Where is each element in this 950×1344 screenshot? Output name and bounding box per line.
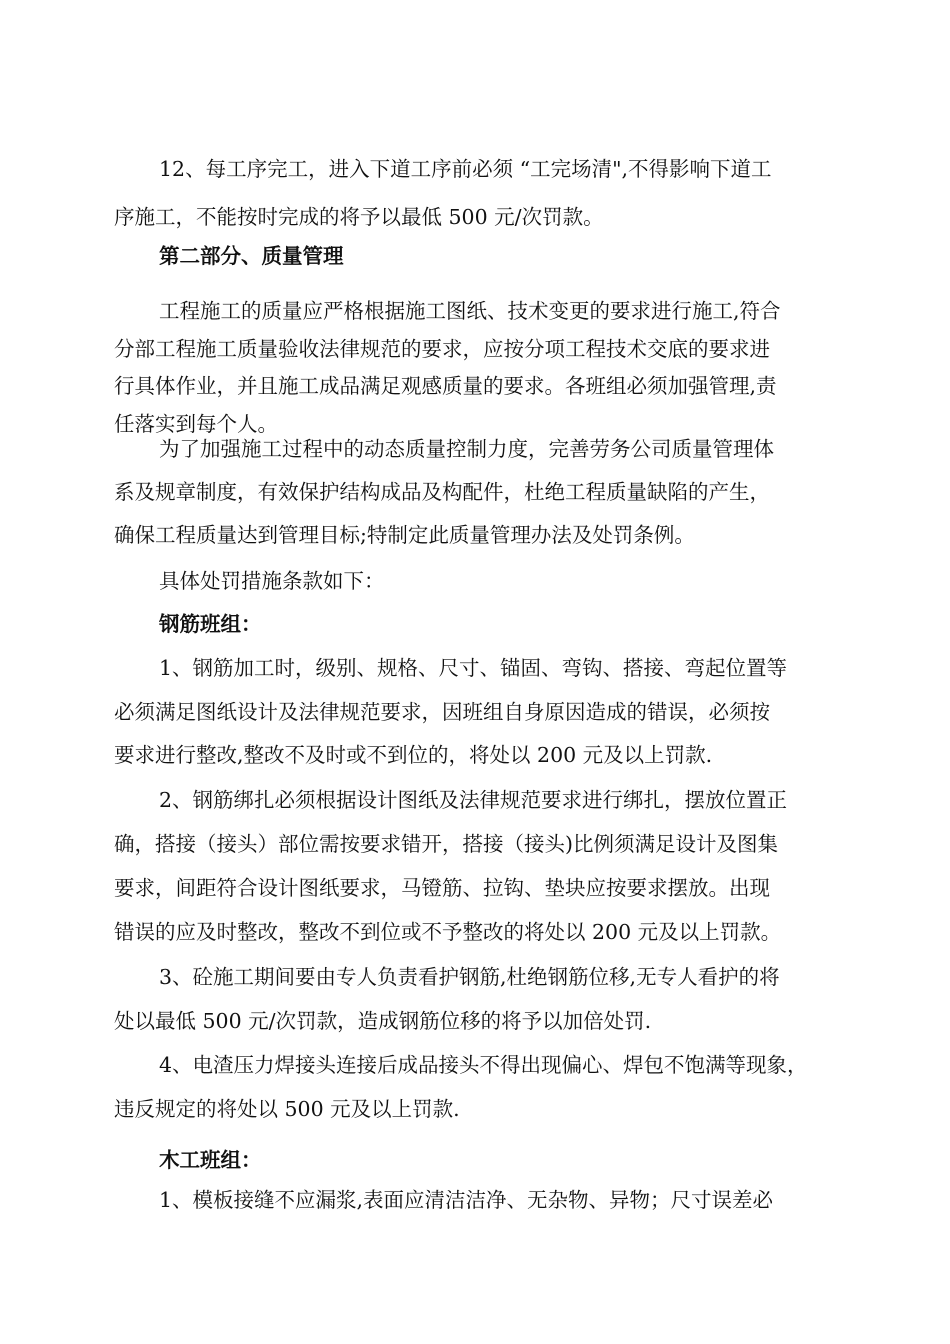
paragraph-line: 确，搭接（接头）部位需按要求错开，搭接（接头)比例须满足设计及图集 [114,832,778,856]
paragraph-line: 必须满足图纸设计及法律规范要求，因班组自身原因造成的错误，必须按 [114,700,770,724]
paragraph-line: 要求进行整改,整改不及时或不到位的，将处以 200 元及以上罚款. [114,743,713,767]
paragraph-line: 处以最低 500 元/次罚款，造成钢筋位移的将予以加倍处罚. [114,1009,652,1033]
paragraph-line: 为了加强施工过程中的动态质量控制力度，完善劳务公司质量管理体 [159,437,774,461]
paragraph-line: 具体处罚措施条款如下： [159,569,385,593]
paragraph-line: 确保工程质量达到管理目标;特制定此质量管理办法及处罚条例。 [114,523,695,547]
subsection-heading: 钢筋班组： [159,612,262,636]
paragraph-line: 工程施工的质量应严格根据施工图纸、技术变更的要求进行施工,符合 [159,299,781,323]
paragraph-line: 4、电渣压力焊接头连接后成品接头不得出现偏心、焊包不饱满等现象， [159,1053,808,1077]
section-heading: 第二部分、质量管理 [159,244,344,268]
paragraph-line: 违反规定的将处以 500 元及以上罚款. [114,1097,460,1121]
paragraph-line: 分部工程施工质量验收法律规范的要求，应按分项工程技术交底的要求进 [114,337,770,361]
paragraph-line: 序施工，不能按时完成的将予以最低 500 元/次罚款。 [114,205,604,229]
subsection-heading: 木工班组： [159,1148,262,1172]
paragraph-line: 系及规章制度，有效保护结构成品及构配件，杜绝工程质量缺陷的产生， [114,480,770,504]
paragraph-line: 1、模板接缝不应漏浆,表面应清洁洁净、无杂物、异物；尺寸误差必 [159,1188,774,1212]
paragraph-line: 错误的应及时整改，整改不到位或不予整改的将处以 200 元及以上罚款。 [114,920,782,944]
paragraph-line: 任落实到每个人。 [114,412,278,436]
paragraph-line: 12、每工序完工，进入下道工序前必须 “工完场清",不得影响下道工 [159,157,772,181]
paragraph-line: 行具体作业，并且施工成品满足观感质量的要求。各班组必须加强管理,责 [114,374,777,398]
paragraph-line: 1、钢筋加工时，级别、规格、尺寸、锚固、弯钩、搭接、弯起位置等 [159,656,788,680]
paragraph-line: 3、砼施工期间要由专人负责看护钢筋,杜绝钢筋位移,无专人看护的将 [159,965,780,989]
paragraph-line: 2、钢筋绑扎必须根据设计图纸及法律规范要求进行绑扎，摆放位置正 [159,788,788,812]
paragraph-line: 要求，间距符合设计图纸要求，马镫筋、拉钩、垫块应按要求摆放。出现 [114,876,770,900]
